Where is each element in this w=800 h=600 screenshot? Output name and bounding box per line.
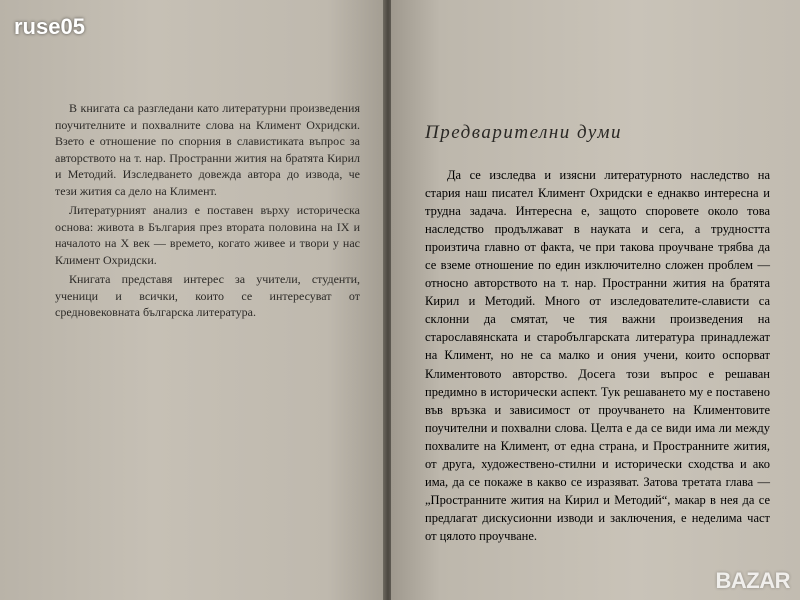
preface-body (425, 166, 770, 545)
left-page (0, 0, 385, 600)
annotation-paragraph-2: Литературният анализ е поставен върху историческа основа: живота в България през втората половина на IX и началото на X век — времето, когато живее и твори у нас Климент Охридски. (55, 203, 360, 267)
preface-paragraph: Да се изследва и изясни литературното наследство на стария наш писател Климент Охридски е еднакво интересна и трудна задача. Интересна е, защото споровете около това наследство продължават в науката и сега, а трудността произтича главно от факта, че при такова проучване трябва да се вземе отношение по един изключително сложен проблем — относно авторството на т. нар. Пространни жития на братята Кирил и Методий. Много от изследователите-слависти са склонни да смятат, че тия важни произведения на старославянската и старобългарската литература принадлежат на Климент, но не са малко и ония учени, които оспорват Климентовото авторство. Досега този въпрос е решаван предимно в исторически аспект. Тук решаването му е поставено във връзка и зависимост от проучването на Климентовите поучителни и похвални слова. Целта е да се види има ли между похвалите на Климент, от една страна, и Пространните жития, от друга, художествено-стилни и исторически сходства и ако има, да се покаже в какво се изразяват. Затова третата глава — „Пространните жития на Кирил и Методий“, макар в нея да се предлагат дискусионни изводи и заключения, е неделима част от цялото проучване. (425, 168, 770, 543)
bazar-logo: BAZAR (715, 568, 790, 593)
annotation-paragraph-3: Книгата представя интерес за учители, студенти, ученици и всички, които се интересуват от средновековната българска литература. (55, 272, 360, 319)
preface-heading: Предварителни думи (425, 122, 622, 143)
watermark-text: ruse05 (14, 14, 85, 39)
book-annotation (55, 100, 360, 324)
annotation-paragraph-1: В книгата са разгледани като литературни произведения поучителните и похвалните слова на Климент Охридски. Взето е отношение по спорния в славистиката въпрос за авторството на т. нар. Пространни жития на братята Кирил и Методий. Изследването довежда автора до извода, че тези жития са дело на Климент. (55, 101, 360, 198)
